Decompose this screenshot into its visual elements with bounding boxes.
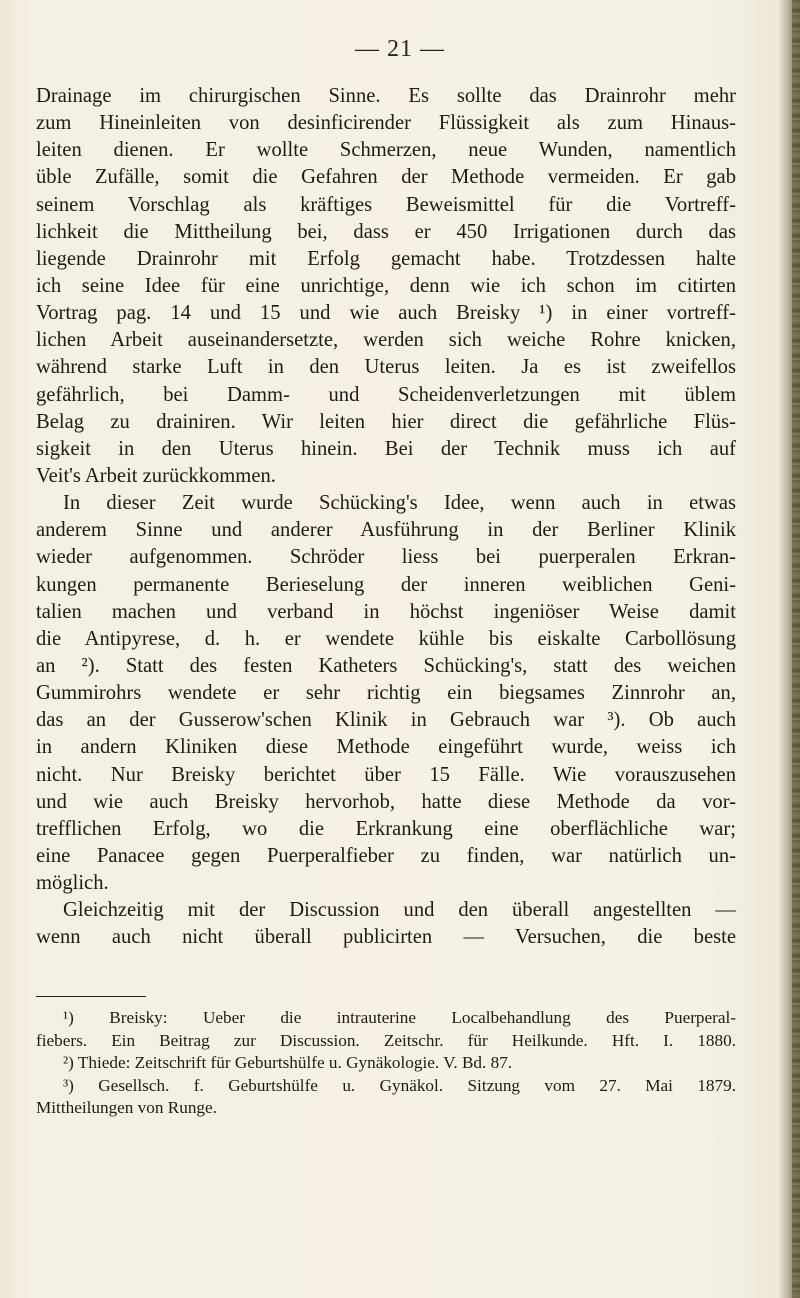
text-line: zum Hineinleiten von desinficirender Flüssigkeit als zum Hinaus- xyxy=(36,112,736,135)
footnote-divider xyxy=(36,996,146,997)
footnote-line: fiebers. Ein Beitrag zur Discussion. Zeitschr. für Heilkunde. Hft. I. 1880. xyxy=(36,1030,736,1050)
footnote-line: ¹) Breisky: Ueber die intrauterine Localbehandlung des Puerperal- xyxy=(63,1008,736,1027)
text-line: Belag zu drainiren. Wir leiten hier direct die gefährliche Flüs- xyxy=(36,410,736,433)
text-line: möglich. xyxy=(36,872,109,895)
text-line: Gummirohrs wendete er sehr richtig ein biegsames Zinnrohr an, xyxy=(36,682,736,705)
text-line: die Antipyrese, d. h. er wendete kühle bis eiskalte Carbollösung xyxy=(36,627,736,650)
text-line: lichkeit die Mittheilung bei, dass er 450 Irrigationen durch das xyxy=(36,220,736,243)
text-line: an ²). Statt des festen Katheters Schücking's, statt des weichen xyxy=(36,654,736,677)
paragraph-start-line: Gleichzeitig mit der Discussion und den überall angestellten — xyxy=(63,899,736,922)
text-line: trefflichen Erfolg, wo die Erkrankung eine oberflächliche war; xyxy=(36,817,736,840)
text-line: wenn auch nicht überall publicirten — Versuchen, die beste xyxy=(36,926,736,949)
text-line: in andern Kliniken diese Methode eingeführt wurde, weiss ich xyxy=(36,736,736,759)
text-line: seinem Vorschlag als kräftiges Beweismittel für die Vortreff- xyxy=(36,193,736,216)
text-line: lichen Arbeit auseinandersetzte, werden sich weiche Rohre knicken, xyxy=(36,329,736,352)
text-line: wieder aufgenommen. Schröder liess bei puerperalen Erkran- xyxy=(36,546,736,569)
text-line: nicht. Nur Breisky berichtet über 15 Fälle. Wie vorauszusehen xyxy=(36,763,736,786)
text-line: leiten dienen. Er wollte Schmerzen, neue Wunden, namentlich xyxy=(36,139,736,162)
text-line: eine Panacee gegen Puerperalfieber zu finden, war natürlich un- xyxy=(36,844,736,867)
text-line: ich seine Idee für eine unrichtige, denn wie ich schon im citirten xyxy=(36,274,736,297)
text-line: das an der Gusserow'schen Klinik in Gebrauch war ³). Ob auch xyxy=(36,709,736,732)
book-spine-edge xyxy=(792,0,800,1298)
text-line: liegende Drainrohr mit Erfolg gemacht habe. Trotzdessen halte xyxy=(36,247,736,270)
footnotes xyxy=(36,1007,736,1120)
text-line: kungen permanente Berieselung der inneren weiblichen Geni- xyxy=(36,573,736,596)
text-line: sigkeit in den Uterus hinein. Bei der Technik muss ich auf xyxy=(36,437,736,460)
text-line: anderem Sinne und anderer Ausführung in der Berliner Klinik xyxy=(36,519,736,542)
body-text xyxy=(36,83,736,952)
footnote-line: ²) Thiede: Zeitschrift für Geburtshülfe u. Gynäkologie. V. Bd. 87. xyxy=(63,1053,513,1073)
text-line: talien machen und verband in höchst ingeniöser Weise damit xyxy=(36,600,736,623)
text-line: während starke Luft in den Uterus leiten. Ja es ist zweifellos xyxy=(36,356,736,379)
text-line: üble Zufälle, somit die Gefahren der Methode vermeiden. Er gab xyxy=(36,166,736,189)
footnote-line: ³) Gesellsch. f. Geburtshülfe u. Gynäkol. Sitzung vom 27. Mai 1879. xyxy=(63,1075,736,1095)
text-line: Drainage im chirurgischen Sinne. Es sollte das Drainrohr mehr xyxy=(36,85,736,107)
text-line: und wie auch Breisky hervorhob, hatte diese Methode da vor- xyxy=(36,790,736,813)
text-line: Veit's Arbeit zurückkommen. xyxy=(36,464,276,487)
text-line: Vortrag pag. 14 und 15 und wie auch Breisky ¹) in einer vortreff- xyxy=(36,302,736,325)
text-line: gefährlich, bei Damm- und Scheidenverletzungen mit üblem xyxy=(36,383,736,406)
page-number: — 21 — xyxy=(355,36,445,62)
footnote-line: Mittheilungen von Runge. xyxy=(36,1098,217,1118)
paragraph-start-line: In dieser Zeit wurde Schücking's Idee, wenn auch in etwas xyxy=(63,492,736,515)
